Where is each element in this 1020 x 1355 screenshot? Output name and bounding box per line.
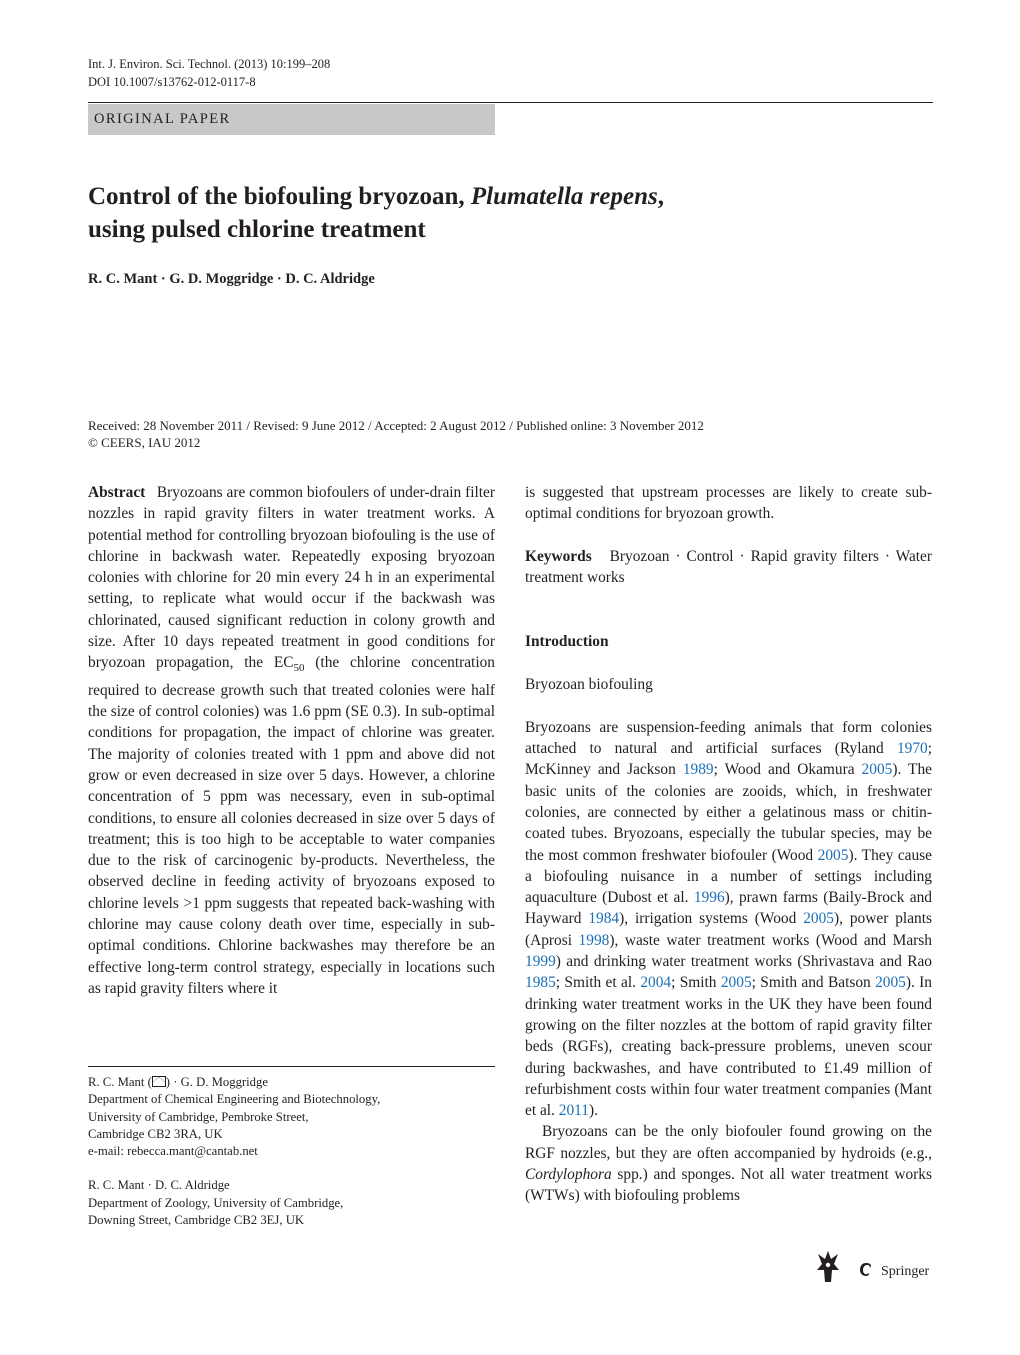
affil-2-names: R. C. Mant · D. C. Aldridge <box>88 1178 230 1193</box>
citation-link[interactable]: 1970 <box>896 740 928 758</box>
affil-1-names <box>88 1074 495 1091</box>
citation-link[interactable]: 1998 <box>578 931 610 949</box>
springer-logo <box>815 1248 940 1288</box>
author-affiliations <box>88 1074 495 1229</box>
article-dates <box>88 417 704 451</box>
paragraph-text: ; Smith <box>671 974 721 992</box>
introduction-paragraph-1 <box>525 717 932 1122</box>
keywords-text: Bryozoan · Control · Rapid gravity filters · Water treatment works <box>525 547 933 586</box>
paragraph-text: ), power plants (Aprosi <box>525 910 932 949</box>
paragraph-text: ; Smith and Batson <box>751 974 876 992</box>
introduction-subheading: Bryozoan biofouling <box>525 676 653 694</box>
article-type-label: ORIGINAL PAPER <box>94 111 231 127</box>
abstract <box>88 482 495 999</box>
keywords-label: Keywords <box>525 547 592 565</box>
publisher-name: Springer <box>881 1264 930 1279</box>
citation-link[interactable]: 2005 <box>817 846 849 864</box>
footnote-rule <box>88 1066 495 1067</box>
title-species: Plumatella repens <box>470 183 658 210</box>
envelope-icon[interactable] <box>152 1076 166 1087</box>
citation-link[interactable]: 2011 <box>558 1102 589 1120</box>
para2-text-b: spp.) and sponges. Not all water treatment works (WTWs) with biofouling problems <box>525 1166 932 1205</box>
citation-link[interactable]: 2005 <box>720 974 752 992</box>
affil-1-city: Cambridge CB2 3RA, UK <box>88 1126 223 1141</box>
header-rule <box>88 102 933 103</box>
affil-1-dept: Department of Chemical Engineering and Biotechnology, <box>88 1092 381 1107</box>
abstract-continuation: is suggested that upstream processes are likely to create sub-optimal conditions for bryozoan growth. <box>525 484 932 523</box>
title-part2: , <box>657 183 664 210</box>
para2-genus: Cordylophora <box>525 1166 612 1184</box>
paragraph-text: Bryozoans are suspension-feeding animals that form colonies attached to natural and artificial surfaces (Ryland <box>525 718 932 758</box>
paragraph-text: ), irrigation systems (Wood <box>619 910 804 928</box>
doi[interactable]: DOI 10.1007/s13762-012-0117-8 <box>88 75 256 89</box>
affil-2-dept: Department of Zoology, University of Cambridge, <box>88 1195 344 1210</box>
paragraph-text: ; McKinney and Jackson <box>525 740 932 779</box>
affil-1-email[interactable]: e-mail: rebecca.mant@cantab.net <box>88 1144 258 1159</box>
author-list: R. C. Mant · G. D. Moggridge · D. C. Aldridge <box>88 271 375 287</box>
citation-link[interactable]: 1984 <box>588 910 620 928</box>
citation-link[interactable]: 1989 <box>682 761 714 779</box>
affil-1-name-pre: R. C. Mant ( <box>88 1075 152 1089</box>
abstract-subscript: 50 <box>293 662 305 675</box>
right-column <box>525 482 932 1207</box>
paragraph-text: ). The basic units of the colonies are zooids, which, in freshwater colonies, are connected by either a gelatinous mass or chitin-coated tubes. Bryozoans, especially the tubular species, may be the most common freshwater biofouler (Wood <box>525 761 932 864</box>
citation-link[interactable]: 1985 <box>525 974 556 992</box>
paragraph-text: ), waste water treatment works (Wood and Marsh <box>609 931 932 949</box>
citation-link[interactable]: 1996 <box>693 889 725 907</box>
affil-1-univ: University of Cambridge, Pembroke Street, <box>88 1109 309 1124</box>
citation-link[interactable]: 2005 <box>861 761 893 779</box>
paragraph-text: ), prawn farms (Baily-Brock and Hayward <box>525 889 932 928</box>
paragraph-text: ). In drinking water treatment works in the UK they have been found growing on the filter nozzles at the bottom of rapid gravity filter beds (RGFs), creating back-pressure problems, uneven scour during backwashes, and have contributed to £1.49 million of refurbishment costs within four water treatment companies (Mant et al. <box>525 974 933 1120</box>
keywords <box>525 546 932 589</box>
paragraph-text: ; Smith et al. <box>555 974 641 992</box>
article-type-banner <box>88 104 495 135</box>
abstract-text-1: Bryozoans are common biofoulers of under-drain filter nozzles in rapid gravity filters in water treatment works. A potential method for controlling bryozoan biofouling is the use of chlorine in backwash water. Repeatedly exposing bryozoan colonies with chlorine for 20 min every 24 h in an experimental setting, to replicate what would occur if the backwash was chlorinated, caused significant reduction in colony growth and size. After 10 days repeated treatment in good conditions for bryozoan propagation, the EC <box>88 484 496 672</box>
abstract-text-2: (the chlorine concentration required to decrease growth such that treated colonies were half the size of control colonies) was 1.6 ppm (SE 0.3). In sub-optimal conditions for propagation, the impact of chlorine was greater. The majority of colonies treated with 1 ppm and above did not grow or even decreased in size over 5 days. However, a chlorine concentration of 5 ppm was necessary, even in sub-optimal conditions, to ensure all colonies decreased in size over 5 days of treatment; this is too high to be acceptable to water companies due to the risk of carcinogenic by-products. Nevertheless, the observed decline in feeding activity of bryozoans exposed to chlorine levels >1 ppm suggests that repeated back-washing with chlorine may cause colony death over time, especially in sub-optimal conditions. Chlorine backwashes may therefore be an effective long-term control strategy, especially in locations such as rapid gravity filters where it <box>88 654 496 997</box>
citation-link[interactable]: 1999 <box>525 953 556 971</box>
paragraph-text: ). <box>588 1102 598 1120</box>
citation-link[interactable]: 2005 <box>803 910 834 928</box>
paragraph-text: ; Wood and Okamura <box>713 761 862 779</box>
journal-citation: Int. J. Environ. Sci. Technol. (2013) 10:199–208 <box>88 57 331 71</box>
paragraph-text: ). They cause a biofouling nuisance in a number of settings including aquaculture (Dubost et al. <box>525 846 932 907</box>
title-part1: Control of the biofouling bryozoan, <box>88 183 471 210</box>
citation-link[interactable]: 2004 <box>640 974 672 992</box>
title-line2: using pulsed chlorine treatment <box>88 216 426 243</box>
introduction-heading: Introduction <box>525 633 609 651</box>
history-dates: Received: 28 November 2011 / Revised: 9 June 2012 / Accepted: 2 August 2012 / Published online: 3 November 2012 <box>88 418 704 433</box>
citation-link[interactable]: 2005 <box>875 974 906 992</box>
introduction-paragraph-2 <box>525 1121 932 1206</box>
article-title <box>88 180 933 246</box>
copyright: © CEERS, IAU 2012 <box>88 435 201 450</box>
para2-text-a: Bryozoans can be the only biofouler found growing on the RGF nozzles, but they are often accompanied by hydroids (e.g., <box>525 1123 932 1162</box>
affil-2-addr: Downing Street, Cambridge CB2 3EJ, UK <box>88 1213 305 1228</box>
paragraph-text: ) and drinking water treatment works (Shrivastava and Rao <box>555 953 932 971</box>
abstract-label: Abstract <box>88 484 146 501</box>
affil-1-name-post: ) · G. D. Moggridge <box>165 1075 268 1089</box>
